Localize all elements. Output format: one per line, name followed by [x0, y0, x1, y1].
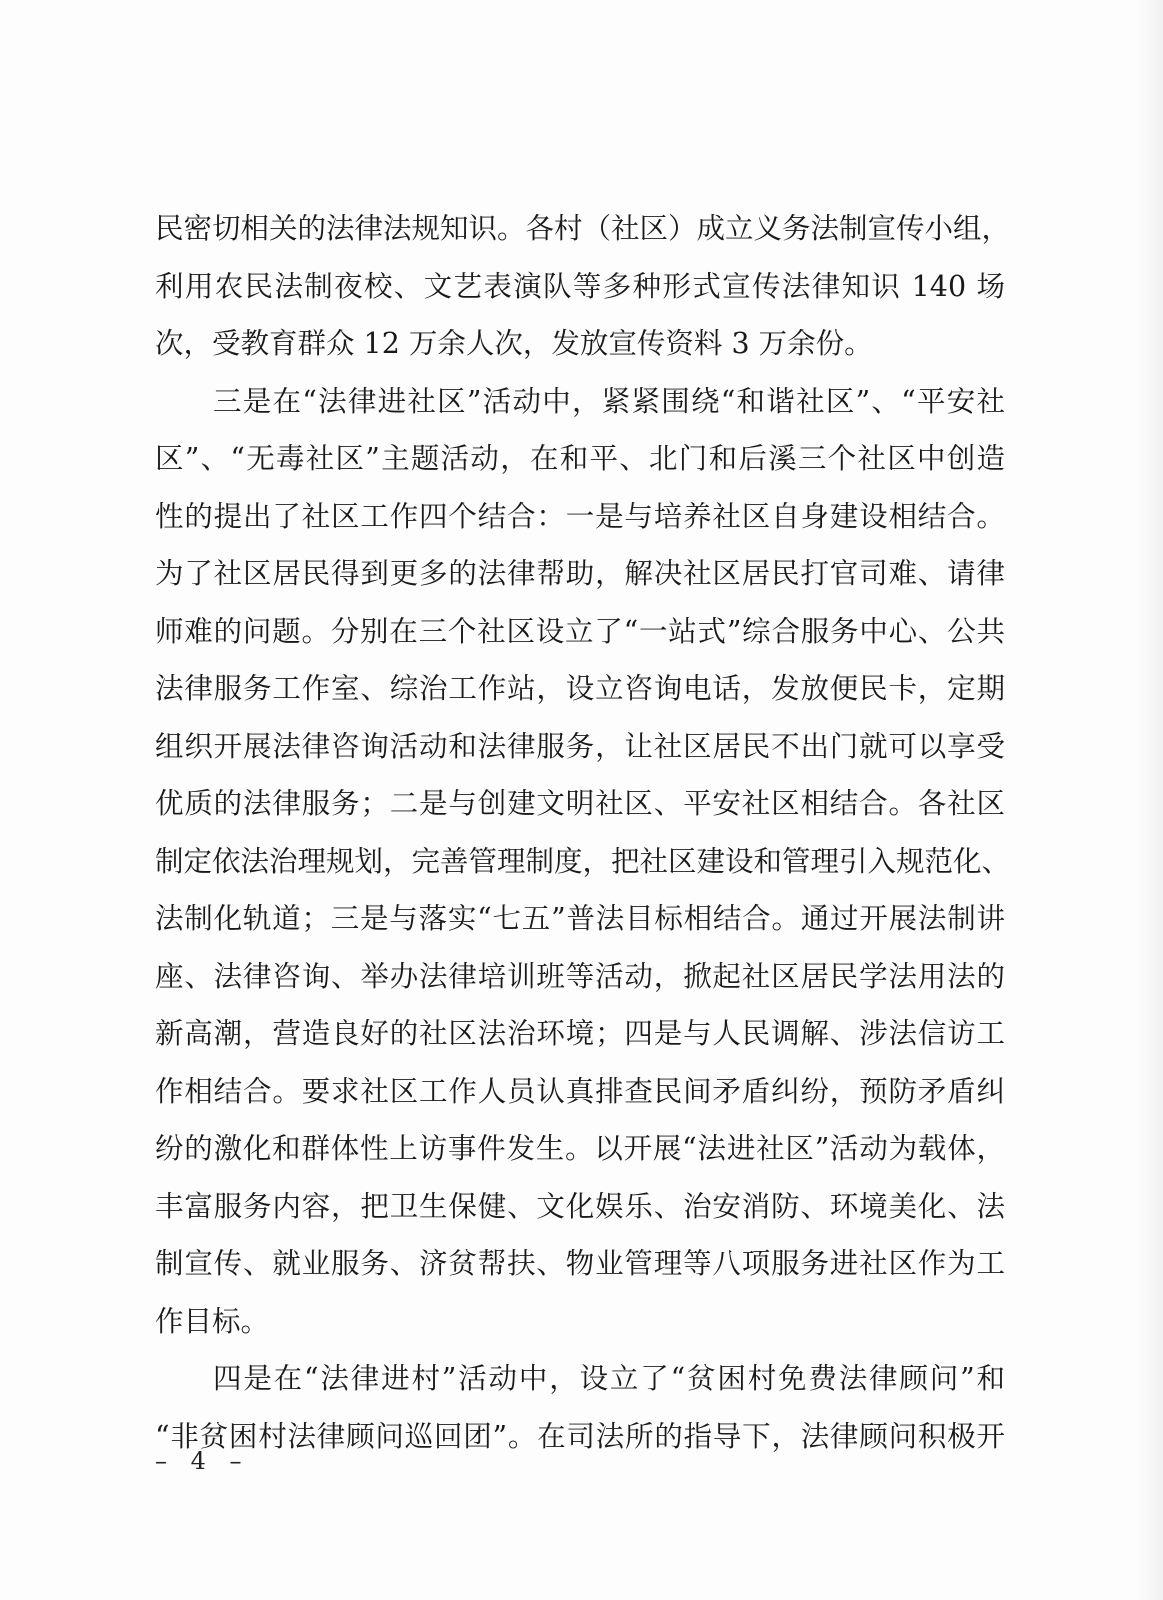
text-line: 四是在“法律进村”活动中，设立了“贫困村免费法律顾问”和 — [213, 1362, 1005, 1395]
text-line: 丰富服务内容，把卫生保健、文化娱乐、治安消防、环境美化、法 — [155, 1189, 1005, 1223]
text-line: 作相结合。要求社区工作人员认真排查民间矛盾纠纷，预防矛盾纠 — [155, 1074, 1005, 1108]
text-line: 民密切相关的法律法规知识。各村（社区）成立义务法制宣传小组， — [155, 212, 1011, 245]
text-line: 次，受教育群众 12 万余人次，发放宣传资料 3 万余份。 — [155, 327, 873, 360]
text-line: 法律服务工作室、综治工作站，设立咨询电话，发放便民卡，定期 — [155, 672, 1005, 705]
text-line: 作目标。 — [155, 1304, 270, 1338]
scan-edge-shadow — [1137, 0, 1163, 1600]
text-line: 新高潮，营造良好的社区法治环境；四是与人民调解、涉法信访工 — [155, 1017, 1005, 1050]
text-line: 法制化轨道；三是与落实“七五”普法目标相结合。通过开展法制讲 — [155, 902, 1005, 935]
text-line: 制宣传、就业服务、济贫帮扶、物业管理等八项服务进社区作为工 — [155, 1247, 1005, 1280]
text-line: 座、法律咨询、举办法律培训班等活动，掀起社区居民学法用法的 — [155, 959, 1005, 993]
text-line: 三是在“法律进社区”活动中，紧紧围绕“和谐社区”、“平安社 — [213, 384, 1005, 418]
text-line: “非贫困村法律顾问巡回团”。在司法所的指导下，法律顾问积极开 — [155, 1419, 1005, 1453]
text-line: 利用农民法制夜校、文艺表演队等多种形式宣传法律知识 140 场 — [155, 269, 1005, 303]
text-line: 优质的法律服务；二是与创建文明社区、平安社区相结合。各社区 — [155, 787, 1005, 820]
text-line: 为了社区居民得到更多的法律帮助，解决社区居民打官司难、请律 — [155, 557, 1005, 590]
page-number: – 4 – — [155, 1447, 250, 1475]
text-line: 纷的激化和群体性上访事件发生。以开展“法进社区”活动为载体， — [155, 1132, 1005, 1165]
document-body — [155, 200, 1011, 1465]
text-line: 性的提出了社区工作四个结合：一是与培养社区自身建设相结合。 — [155, 499, 1005, 533]
text-line: 区”、“无毒社区”主题活动，在和平、北门和后溪三个社区中创造 — [155, 442, 1005, 475]
text-line: 制定依法治理规划，完善管理制度，把社区建设和管理引入规范化、 — [155, 844, 1011, 878]
text-line: 师难的问题。分别在三个社区设立了“一站式”综合服务中心、公共 — [155, 614, 1005, 648]
text-line: 组织开展法律咨询活动和法律服务，让社区居民不出门就可以享受 — [155, 729, 1005, 763]
